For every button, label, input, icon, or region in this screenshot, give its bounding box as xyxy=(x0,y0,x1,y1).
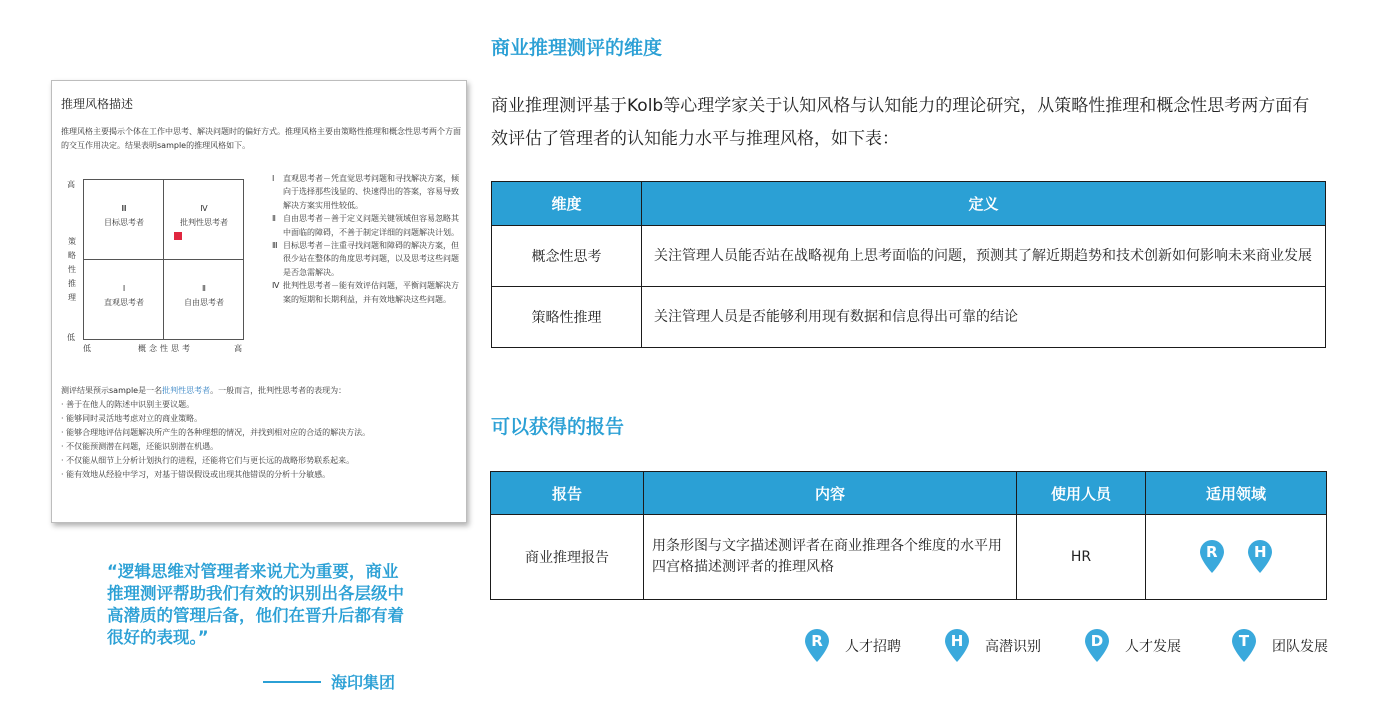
result-summary xyxy=(61,384,461,482)
y-axis-label: 策略性推理 xyxy=(68,237,76,302)
quadrant-number: Ⅳ xyxy=(200,204,208,213)
x-axis-high: 高 xyxy=(234,344,242,353)
description-item xyxy=(272,172,462,212)
header-dimension: 维度 xyxy=(492,182,642,226)
cell-areas xyxy=(1146,515,1327,600)
table-row xyxy=(491,515,1327,600)
legend-item-development xyxy=(1084,629,1181,663)
description-text: 直观思考者－凭直觉思考问题和寻找解决方案，倾向于选择那些浅显的、快速得出的答案，容易导致解决方案实用性较低。 xyxy=(283,174,459,210)
legend-item-team xyxy=(1231,629,1328,663)
section-title-reports: 可以获得的报告 xyxy=(491,416,625,438)
quadrant-critical-thinker xyxy=(164,202,244,230)
four-quadrant-grid xyxy=(83,179,244,340)
quadrant-descriptions xyxy=(272,172,462,306)
cell-definition: 关注管理人员是否能够利用现有数据和信息得出可靠的结论 xyxy=(642,287,1326,348)
x-axis-low: 低 xyxy=(83,344,91,353)
description-number: Ⅳ xyxy=(272,281,280,291)
author-dash xyxy=(263,681,321,683)
legend-item-high-potential xyxy=(944,629,1041,663)
testimonial-author xyxy=(263,670,395,693)
header-users: 使用人员 xyxy=(1017,472,1146,515)
quadrant-intuitive-thinker xyxy=(84,282,164,310)
legend-label: 人才发展 xyxy=(1125,639,1181,655)
table-row xyxy=(492,287,1326,348)
cell-dimension: 策略性推理 xyxy=(492,287,642,348)
cell-definition: 关注管理人员能否站在战略视角上思考面临的问题，预测其了解近期趋势和技术创新如何影响未来商业发展 xyxy=(642,226,1326,287)
pin-letter: H xyxy=(950,632,964,650)
pin-letter: R xyxy=(811,632,823,650)
description-number: Ⅰ xyxy=(272,174,275,183)
cell-report: 商业推理报告 xyxy=(491,515,644,600)
quadrant-label: 自由思考者 xyxy=(184,298,224,307)
pin-letter: R xyxy=(1205,543,1218,561)
description-item xyxy=(272,212,462,239)
header-report: 报告 xyxy=(491,472,644,515)
header-definition: 定义 xyxy=(642,182,1326,226)
map-pin-icon xyxy=(1084,629,1110,663)
card-intro: 推理风格主要揭示个体在工作中思考、解决问题时的偏好方式。推理风格主要由策略性推理和概念性思考两个方面的交互作用决定。结果表明sample的推理风格如下。 xyxy=(61,127,461,150)
testimonial-quote: “逻辑思维对管理者来说尤为重要，商业推理测评帮助我们有效的识别出各层级中高潜质的管理后备，他们在晋升后都有着很好的表现。” xyxy=(107,562,404,647)
table-header-row xyxy=(491,472,1327,515)
pin-letter: H xyxy=(1253,543,1267,561)
cell-users: HR xyxy=(1017,515,1146,600)
legend-label: 人才招聘 xyxy=(845,639,901,655)
description-text: 目标思考者－注重寻找问题和障碍的解决方案，但很少站在整体的角度思考问题，以及思考这些问题是否急需解决。 xyxy=(283,241,459,277)
sample-position-marker xyxy=(174,232,182,240)
author-name: 海印集团 xyxy=(331,673,396,692)
description-item xyxy=(272,279,462,306)
result-highlight: 批判性思考者 xyxy=(162,386,211,395)
cell-content: 用条形图与文字描述测评者在商业推理各个维度的水平用四宫格描述测评者的推理风格 xyxy=(644,515,1017,600)
quadrant-number: Ⅰ xyxy=(122,284,126,293)
reasoning-style-card xyxy=(51,80,467,523)
grid-divider-horizontal xyxy=(84,259,243,260)
result-headline xyxy=(61,384,461,398)
description-text: 自由思考者－善于定义问题关键领域但容易忽略其中面临的障碍，不善于制定详细的问题解决计划。 xyxy=(283,214,459,237)
quadrant-number: Ⅲ xyxy=(121,204,127,213)
result-item: · 能有效地从经验中学习，对基于错误假设或出现其他错误的分析十分敏感。 xyxy=(61,470,331,479)
description-text: 批判性思考者－能有效评估问题，平衡问题解决方案的短期和长期利益，并有效地解决这些问题。 xyxy=(283,281,459,304)
section-paragraph: 商业推理测评基于Kolb等心理学家关于认知风格与认知能力的理论研究，从策略性推理和概念性思考两方面有效评估了管理者的认知能力水平与推理风格，如下表： xyxy=(491,96,1310,149)
pin-letter: D xyxy=(1090,632,1104,650)
map-pin-icon xyxy=(944,629,970,663)
quadrant-label: 批判性思考者 xyxy=(180,218,228,227)
y-axis-high: 高 xyxy=(67,180,75,189)
quadrant-goal-thinker xyxy=(84,202,164,230)
section-title-dimensions: 商业推理测评的维度 xyxy=(491,37,663,59)
card-title: 推理风格描述 xyxy=(61,97,134,111)
legend-item-recruitment xyxy=(804,629,901,663)
x-axis-label: 概念性思考 xyxy=(138,344,193,353)
map-pin-icon xyxy=(1199,540,1225,574)
legend-label: 高潜识别 xyxy=(985,639,1041,655)
quadrant-label: 目标思考者 xyxy=(104,218,144,227)
description-number: Ⅲ xyxy=(272,241,278,251)
legend-label: 团队发展 xyxy=(1272,639,1328,655)
result-item: · 不仅能从细节上分析计划执行的进程，还能将它们与更长远的战略形势联系起来。 xyxy=(61,456,355,465)
result-item: · 能够合理地评估问题解决所产生的各种理想的情况，并找到相对应的合适的解决方法。 xyxy=(61,428,371,437)
quadrant-number: Ⅱ xyxy=(202,284,206,293)
description-number: Ⅱ xyxy=(272,214,276,224)
map-pin-icon xyxy=(1231,629,1257,663)
quadrant-label: 直观思考者 xyxy=(104,298,144,307)
pin-letter: T xyxy=(1238,632,1250,650)
reports-table xyxy=(490,471,1327,600)
description-item xyxy=(272,239,462,279)
result-item: · 不仅能预测潜在问题，还能识别潜在机遇。 xyxy=(61,442,219,451)
dimensions-table xyxy=(491,181,1326,348)
result-prefix: 测评结果预示sample是一名 xyxy=(61,386,163,395)
y-axis-low: 低 xyxy=(67,333,75,342)
quadrant-free-thinker xyxy=(164,282,244,310)
result-item: · 善于在他人的陈述中识别主要议题。 xyxy=(61,400,195,409)
cell-dimension: 概念性思考 xyxy=(492,226,642,287)
map-pin-icon xyxy=(1247,540,1273,574)
result-suffix: 。一般而言，批判性思考者的表现为： xyxy=(210,386,347,395)
table-header-row xyxy=(492,182,1326,226)
table-row xyxy=(492,226,1326,287)
result-item: · 能够同时灵活地考虑对立的商业策略。 xyxy=(61,414,203,423)
map-pin-icon xyxy=(804,629,830,663)
header-areas: 适用领域 xyxy=(1146,472,1327,515)
header-content: 内容 xyxy=(644,472,1017,515)
